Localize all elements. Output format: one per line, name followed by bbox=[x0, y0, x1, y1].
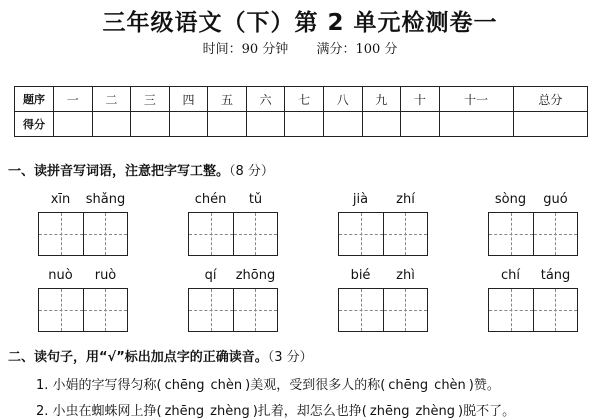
pinyin: xīn bbox=[50, 192, 71, 207]
writing-grid[interactable] bbox=[38, 212, 128, 256]
writing-grid[interactable] bbox=[188, 288, 278, 332]
writing-grid[interactable] bbox=[338, 288, 428, 332]
time-limit: 时间：90 分钟 bbox=[202, 42, 289, 57]
pinyin: tǔ bbox=[248, 192, 263, 207]
col-6: 六 bbox=[246, 87, 285, 112]
col-5: 五 bbox=[208, 87, 247, 112]
word-group-1 bbox=[38, 192, 128, 256]
writing-grid[interactable] bbox=[338, 212, 428, 256]
col-8: 八 bbox=[323, 87, 362, 112]
word-group-6 bbox=[188, 268, 278, 332]
pinyin: qí bbox=[204, 268, 217, 283]
score-cell[interactable] bbox=[131, 112, 170, 137]
row-head-score: 得分 bbox=[15, 112, 54, 137]
pinyin: nuò bbox=[48, 268, 73, 283]
col-10: 十 bbox=[401, 87, 440, 112]
page-title: 三年级语文（下）第 2 单元检测卷一 bbox=[102, 10, 498, 36]
writing-grid[interactable] bbox=[38, 288, 128, 332]
section1-points: （8 分） bbox=[229, 164, 274, 179]
score-cell[interactable] bbox=[285, 112, 324, 137]
question-text: )美观，受到很多人的称( bbox=[245, 378, 386, 393]
pinyin: sòng bbox=[494, 192, 527, 207]
score-cell[interactable] bbox=[323, 112, 362, 137]
question-text: 1. 小娟的字写得匀称( bbox=[36, 378, 162, 393]
pinyin: chén bbox=[194, 192, 227, 207]
score-cell[interactable] bbox=[208, 112, 247, 137]
writing-grid[interactable] bbox=[488, 288, 578, 332]
pinyin: chí bbox=[501, 268, 520, 283]
full-score: 满分：100 分 bbox=[316, 42, 398, 57]
reading-option[interactable]: zhēng bbox=[369, 404, 410, 419]
row-head-question: 题序 bbox=[15, 87, 54, 112]
question-text: )赞。 bbox=[468, 378, 500, 393]
writing-grid[interactable] bbox=[188, 212, 278, 256]
score-cell[interactable] bbox=[246, 112, 285, 137]
word-group-8 bbox=[488, 268, 578, 332]
section1-title: 一、读拼音写词语，注意把字写工整。 bbox=[8, 164, 230, 179]
score-cell[interactable] bbox=[169, 112, 208, 137]
pinyin: jià bbox=[352, 192, 369, 207]
pinyin: bié bbox=[350, 268, 371, 283]
reading-option[interactable]: chèn bbox=[434, 378, 466, 393]
pinyin: táng bbox=[540, 268, 571, 283]
reading-option[interactable]: zhèng bbox=[415, 404, 456, 419]
pinyin: zhì bbox=[396, 268, 415, 283]
question-2-1 bbox=[36, 374, 500, 393]
reading-option[interactable]: chēng bbox=[388, 378, 429, 393]
pinyin: zhí bbox=[396, 192, 415, 207]
question-text: )脱不了。 bbox=[458, 404, 516, 419]
word-group-5 bbox=[38, 268, 128, 332]
word-group-3 bbox=[338, 192, 428, 256]
pinyin: guó bbox=[543, 192, 568, 207]
score-cell[interactable] bbox=[439, 112, 513, 137]
section2-points: （3 分） bbox=[267, 350, 313, 365]
col-total: 总分 bbox=[513, 87, 587, 112]
col-4: 四 bbox=[169, 87, 208, 112]
score-table bbox=[14, 86, 588, 137]
score-cell[interactable] bbox=[92, 112, 131, 137]
score-row bbox=[15, 112, 588, 137]
word-group-4 bbox=[488, 192, 578, 256]
reading-option[interactable]: zhèng bbox=[210, 404, 250, 419]
question-text: 2. 小虫在蜘蛛网上挣( bbox=[36, 404, 162, 419]
pinyin: shǎng bbox=[85, 192, 126, 207]
pinyin: ruò bbox=[94, 268, 117, 283]
reading-option[interactable]: chèn bbox=[210, 378, 243, 393]
score-cell[interactable] bbox=[513, 112, 587, 137]
col-1: 一 bbox=[54, 87, 93, 112]
question-2-2 bbox=[36, 400, 515, 419]
section2-heading bbox=[8, 346, 313, 365]
section1-heading bbox=[8, 160, 274, 179]
pinyin: zhōng bbox=[235, 268, 276, 283]
col-7: 七 bbox=[285, 87, 324, 112]
reading-option[interactable]: zhēng bbox=[164, 404, 205, 419]
col-9: 九 bbox=[362, 87, 401, 112]
writing-grid[interactable] bbox=[488, 212, 578, 256]
reading-option[interactable]: chēng bbox=[164, 378, 205, 393]
section2-title: 二、读句子，用“√”标出加点字的正确读音。 bbox=[8, 350, 268, 365]
question-text: )扎着，却怎么也挣( bbox=[252, 404, 367, 419]
question-number-row bbox=[15, 87, 588, 112]
word-group-7 bbox=[338, 268, 428, 332]
score-cell[interactable] bbox=[401, 112, 440, 137]
word-group-2 bbox=[188, 192, 278, 256]
score-cell[interactable] bbox=[362, 112, 401, 137]
col-2: 二 bbox=[92, 87, 131, 112]
col-3: 三 bbox=[131, 87, 170, 112]
score-cell[interactable] bbox=[54, 112, 93, 137]
exam-info bbox=[0, 38, 600, 57]
col-11: 十一 bbox=[439, 87, 513, 112]
